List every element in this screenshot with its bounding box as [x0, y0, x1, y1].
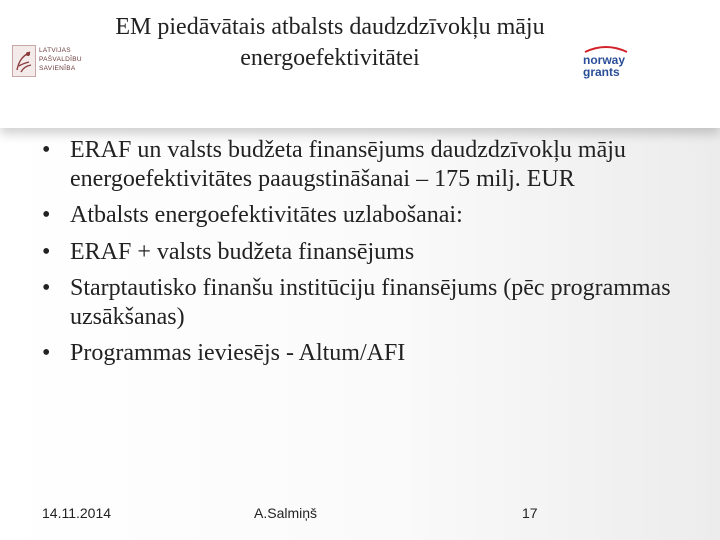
norway-grants-word-1: norway — [583, 53, 626, 67]
lps-logo — [12, 45, 92, 77]
bullet-item: • Starptautisko finanšu institūciju finansējums (pēc programmas uzsākšanas) — [42, 274, 672, 331]
bullet-item: • Programmas ieviesējs - Altum/AFI — [42, 339, 672, 368]
footer-date: 14.11.2014 — [42, 505, 112, 521]
bullet-item: • Atbalsts energoefektivitātes uzlabošanai: — [42, 201, 672, 230]
lps-logo-line: SAVIENĪBA — [39, 65, 76, 72]
bullet-list — [42, 136, 672, 376]
lps-logo-line: PAŠVALDĪBU — [39, 56, 82, 63]
lps-logo-line: LATVIJAS — [39, 47, 71, 54]
slide-title: EM piedāvātais atbalsts daudzdzīvokļu māju energoefektivitātei — [115, 14, 545, 71]
bullet-item: • ERAF + valsts budžeta finansējums — [42, 238, 672, 267]
bullet-item: • ERAF un valsts budžeta finansējums daudzdzīvokļu māju energoefektivitātes paaugstināšanai – 175 milj. EUR — [42, 136, 672, 193]
lps-logo-text — [39, 46, 95, 73]
norway-grants-logo-icon — [583, 45, 629, 53]
footer-author: A.Salmiņš — [254, 505, 318, 521]
norway-grants-logo — [583, 45, 633, 79]
norway-grants-word-2: grants — [583, 65, 620, 79]
footer-page-number: 17 — [522, 505, 538, 521]
slide-header — [0, 0, 720, 128]
lps-emblem-icon — [12, 45, 36, 77]
